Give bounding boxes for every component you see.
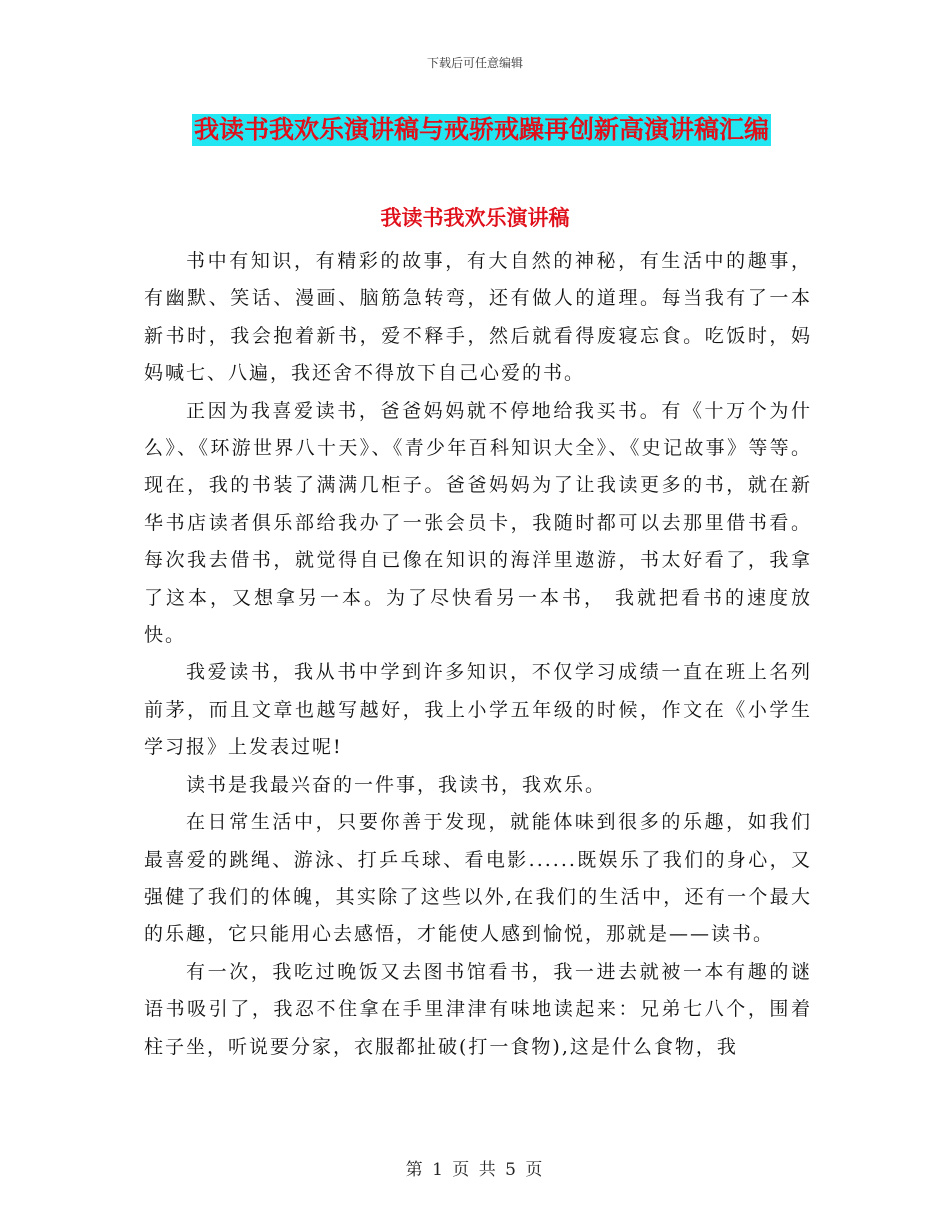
paragraph: 我爱读书，我从书中学到许多知识，不仅学习成绩一直在班上名列前茅，而且文章也越写越好，我上小学五年级的时候，作文在《小学生学习报》上发表过呢! <box>144 661 812 759</box>
header-note: 下载后可任意编辑 <box>426 56 523 70</box>
document-title: 我读书我欢乐演讲稿与戒骄戒躁再创新高演讲稿汇编 <box>194 115 770 144</box>
paragraph: 在日常生活中，只要你善于发现，就能体味到很多的乐趣，如我们最喜爱的跳绳、游泳、打乒乓球、看电影......既娱乐了我们的身心，又强健了我们的体魄，其实除了这些以外,在我们的生活中，还有一个最大的乐趣，它只能用心去感悟，才能使人感到愉悦，那就是——读书。 <box>144 811 812 946</box>
paragraph: 书中有知识，有精彩的故事，有大自然的神秘，有生活中的趣事，有幽默、笑话、漫画、脑筋急转弯，还有做人的道理。每当我有了一本新书时，我会抱着新书，爱不释手，然后就看得废寝忘食。吃饭时，妈妈喊七、八遍，我还舍不得放下自己心爱的书。 <box>144 250 812 385</box>
section-title: 我读书我欢乐演讲稿 <box>380 205 570 230</box>
paragraph: 有一次，我吃过晚饭又去图书馆看书，我一进去就被一本有趣的谜语书吸引了，我忍不住拿在手里津津有味地读起来：兄弟七八个，围着柱子坐，听说要分家，衣服都扯破(打一食物),这是什么食物，我 <box>144 960 812 1058</box>
body-text <box>144 243 812 1066</box>
paragraph: 读书是我最兴奋的一件事，我读书，我欢乐。 <box>186 773 607 796</box>
page-number-footer: 第 1 页 共 5 页 <box>405 1160 545 1180</box>
paragraph: 正因为我喜爱读书，爸爸妈妈就不停地给我买书。有《十万个为什么》、《环游世界八十天》、《青少年百科知识大全》、《史记故事》等等。现在，我的书装了满满几柜子。爸爸妈妈为了让我读更多的书，就在新华书店读者俱乐部给我办了一张会员卡，我随时都可以去那里借书看。每次我去借书，就觉得自已像在知识的海洋里遨游，书太好看了，我拿了这本，又想拿另一本。为了尽快看另一本书， 我就把看书的速度放快。 <box>144 399 812 647</box>
